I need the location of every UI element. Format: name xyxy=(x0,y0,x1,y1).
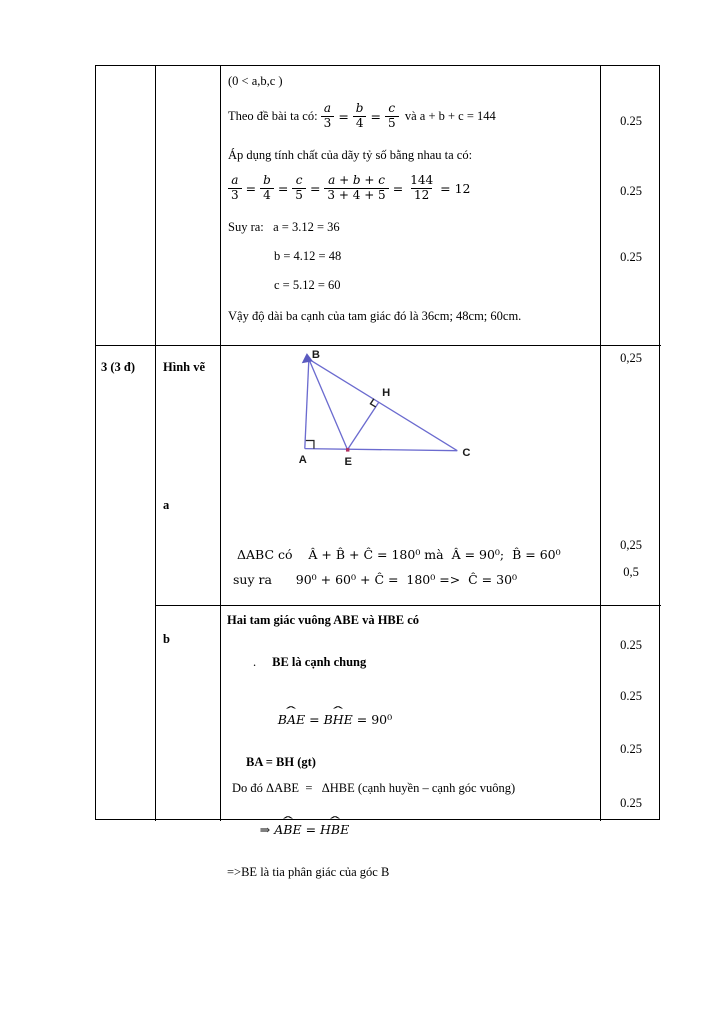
fraction-a-3: $\frac{a}{3}$ xyxy=(321,102,335,131)
points-value: 0,25 xyxy=(620,351,642,365)
equals-sign: = xyxy=(309,180,321,196)
points-value: 0.25 xyxy=(620,184,642,198)
given-equation-line xyxy=(228,100,592,132)
equals-sign: = xyxy=(277,180,289,196)
fraction-c-5: $\frac{c}{5}$ xyxy=(292,174,306,203)
points-value: 0,5 xyxy=(623,565,639,579)
points-value: 0.25 xyxy=(620,689,642,703)
widehat-BHE: BHE ˆ xyxy=(324,712,353,728)
equals-90-tail: = 90⁰ xyxy=(352,712,393,727)
equal-right-angles-statement xyxy=(246,696,594,744)
point-marker-E xyxy=(346,448,349,451)
row2-subpart-cell xyxy=(156,346,221,606)
vertex-label-A: A xyxy=(298,453,307,466)
angle-sum-statement: ΔABC có Â + B̂ + Ĉ = 180⁰ mà Â = 90⁰; B̂ = 60⁰ xyxy=(237,547,561,562)
answer-table xyxy=(95,65,660,879)
widehat-ABE: ABE ˆ xyxy=(274,822,301,838)
fraction-144-12: $\frac{144}{12}$ xyxy=(410,172,434,202)
equal-sides-statement: BA = BH (gt) xyxy=(246,755,316,769)
right-angle-mark-A xyxy=(306,441,314,449)
row2-solution-cell xyxy=(221,346,601,606)
geometry-figure xyxy=(284,349,472,471)
c-value-line: c = 5.12 = 60 xyxy=(274,278,341,292)
triangle-figure-svg xyxy=(284,349,472,471)
given-equation-suffix: và a + b + c = 144 xyxy=(398,108,496,123)
equals-sign: = xyxy=(245,180,257,196)
bisector-conclusion: =>BE là tia phân giác của góc B xyxy=(227,865,390,879)
row3-subpart-cell xyxy=(156,606,221,821)
two-triangles-statement: Hai tam giác vuông ABE và HBE có xyxy=(227,613,420,627)
segment-AC xyxy=(305,449,458,451)
property-line: Áp dụng tính chất của dãy tỷ số bằng nhau ta có: xyxy=(228,148,473,162)
row1-question-cell-empty xyxy=(96,66,156,346)
points-value: 0.25 xyxy=(620,742,642,756)
row3-solution-cell xyxy=(221,606,601,879)
equals-mid: = xyxy=(305,712,324,727)
segment-BE xyxy=(309,359,348,449)
vertex-label-E: E xyxy=(344,455,352,468)
b-value-line: b = 4.12 = 48 xyxy=(274,249,342,263)
subpart-a-label: a xyxy=(163,498,170,512)
triangle-congruence-statement: Do đó ΔABE = ΔHBE (cạnh huyền – cạnh góc vuông) xyxy=(232,781,516,795)
condition-line: (0 < a,b,c ) xyxy=(228,74,283,88)
equal-angles-conclusion xyxy=(228,806,594,854)
fraction-a-3: $\frac{a}{3}$ xyxy=(228,174,242,203)
fraction-b-4: $\frac{b}{4}$ xyxy=(260,174,274,203)
equals-mid: = xyxy=(301,822,321,837)
widehat-BAE: BAE ˆ xyxy=(278,712,305,728)
equals-sign: = xyxy=(370,108,381,124)
implies-arrow: ⇒ xyxy=(259,822,275,837)
fraction-b-4: $\frac{b}{4}$ xyxy=(353,102,367,131)
vertex-label-B: B xyxy=(311,349,320,362)
row2-points-cell xyxy=(601,346,661,606)
ratio-result: 12 xyxy=(454,180,471,196)
question-number: 3 (3 đ) xyxy=(101,360,136,374)
row1-subpart-cell-empty xyxy=(156,66,221,346)
segment-BC xyxy=(309,359,457,451)
given-equation-prefix: Theo đề bài ta có: xyxy=(228,108,321,123)
points-value: 0,25 xyxy=(620,538,642,552)
points-value: 0.25 xyxy=(620,114,642,128)
common-side-statement: . BE là cạnh chung xyxy=(253,655,367,669)
fraction-c-5: $\frac{c}{5}$ xyxy=(385,102,399,131)
row1-points-cell xyxy=(601,66,661,346)
equals-sign: = xyxy=(392,180,404,196)
row1-solution-cell xyxy=(221,66,601,346)
vertex-label-H: H xyxy=(382,386,391,399)
subpart-figure-label: Hình vẽ xyxy=(163,360,206,374)
equals-sign: = xyxy=(338,108,349,124)
segment-EH xyxy=(348,402,380,450)
fraction-sum: $\frac{a + b + c}{3 + 4 + 5}$ xyxy=(324,174,388,203)
segment-AB xyxy=(305,359,309,448)
ratio-chain-equation xyxy=(228,170,592,206)
suy-ra-a-line: Suy ra: a = 3.12 = 36 xyxy=(228,220,340,234)
points-value: 0.25 xyxy=(620,250,642,264)
conclusion-line: Vậy độ dài ba cạnh của tam giác đó là 36cm; 48cm; 60cm. xyxy=(228,309,522,323)
row3-points-cell xyxy=(601,606,661,821)
bullet-dot: . xyxy=(253,655,257,669)
angle-c-result-statement: suy ra 90⁰ + 60⁰ + Ĉ = 180⁰ => Ĉ = 30⁰ xyxy=(233,572,518,587)
widehat-HBE: HBE ˆ xyxy=(320,822,349,838)
subpart-b-label: b xyxy=(163,632,170,646)
points-value: 0.25 xyxy=(620,638,642,652)
question-number-cell xyxy=(96,346,156,821)
vertex-label-C: C xyxy=(462,446,471,459)
points-value: 0.25 xyxy=(620,796,642,810)
equals-sign: = xyxy=(440,180,451,196)
